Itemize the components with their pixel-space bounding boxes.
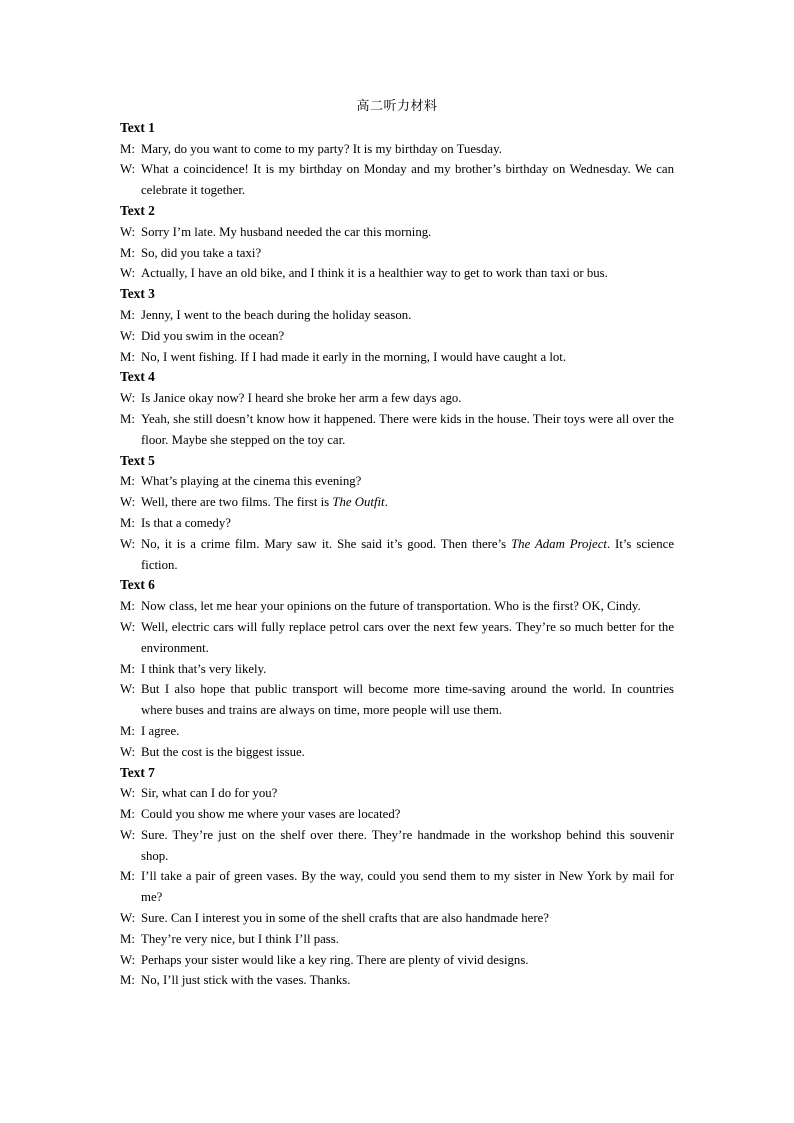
speaker-label: W:: [120, 391, 136, 406]
dialogue-line: [120, 783, 674, 804]
document-content: [120, 97, 674, 991]
speaker-label: W:: [120, 952, 136, 967]
utterance-text: [141, 326, 674, 347]
dialogue-line: [120, 326, 674, 347]
transcript-section: [120, 763, 674, 992]
utterance-text: [141, 804, 674, 825]
speaker-label: W:: [120, 911, 136, 926]
utterance-fragment: No, I’ll just stick with the vases. Thanks.: [141, 973, 351, 988]
utterance-fragment: What’s playing at the cinema this evening?: [141, 474, 362, 489]
utterance-fragment: No, I went fishing. If I had made it early in the morning, I would have caught a lot.: [141, 349, 567, 364]
section-heading: Text 5: [120, 452, 155, 468]
speaker-label: M:: [120, 411, 135, 426]
dialogue-line: [120, 866, 674, 908]
dialogue-line: [120, 742, 674, 763]
utterance-text: [141, 866, 674, 908]
dialogue-line: [120, 492, 674, 513]
utterance-text: [141, 471, 674, 492]
page-title: 高二听力材料: [356, 99, 438, 114]
utterance-text: [141, 263, 674, 284]
speaker-label: M:: [120, 349, 135, 364]
utterance-text: [141, 950, 674, 971]
dialogue-line: [120, 388, 674, 409]
utterance-fragment: What a coincidence! It is my birthday on Monday and my brother’s birthday on Wednesday. We can celebrate it together.: [141, 162, 674, 198]
utterance-text: [141, 409, 674, 451]
dialogue-line: [120, 159, 674, 201]
dialogue-line: [120, 243, 674, 264]
utterance-fragment: Could you show me where your vases are located?: [141, 807, 401, 822]
section-heading: Text 4: [120, 369, 155, 385]
section-heading: Text 2: [120, 202, 155, 218]
transcript-section: [120, 284, 674, 367]
transcript-section: [120, 575, 674, 762]
utterance-text: [141, 388, 674, 409]
utterance-fragment: Now class, let me hear your opinions on the future of transportation. Who is the first? OK, Cindy.: [141, 599, 641, 614]
utterance-text: [141, 742, 674, 763]
speaker-label: M:: [120, 869, 135, 884]
speaker-label: M:: [120, 515, 135, 530]
speaker-label: M:: [120, 723, 135, 738]
speaker-label: W:: [120, 162, 136, 177]
speaker-label: W:: [120, 827, 136, 842]
utterance-text: [141, 513, 674, 534]
utterance-fragment: Well, there are two films. The first is: [141, 495, 333, 510]
utterance-fragment: Perhaps your sister would like a key ring. There are plenty of vivid designs.: [141, 952, 529, 967]
utterance-fragment: . It’s science fiction.: [141, 536, 674, 572]
section-heading: Text 7: [120, 764, 155, 780]
utterance-text: [141, 305, 674, 326]
utterance-fragment: So, did you take a taxi?: [141, 245, 262, 260]
utterance-fragment: Sure. They’re just on the shelf over there. They’re handmade in the workshop behind this souvenir shop.: [141, 827, 674, 863]
utterance-fragment: Well, electric cars will fully replace petrol cars over the next few years. They’re so much better for the environment.: [141, 619, 674, 655]
utterance-fragment: .: [384, 495, 388, 510]
speaker-label: W:: [120, 744, 136, 759]
utterance-text: [141, 617, 674, 659]
transcript-section: [120, 451, 674, 576]
speaker-label: W:: [120, 224, 136, 239]
utterance-fragment: No, it is a crime film. Mary saw it. She said it’s good. Then there’s: [141, 536, 512, 551]
dialogue-line: [120, 970, 674, 991]
speaker-label: W:: [120, 682, 136, 697]
utterance-fragment: I agree.: [141, 723, 180, 738]
dialogue-line: [120, 471, 674, 492]
utterance-text: [141, 659, 674, 680]
utterance-text: [141, 222, 674, 243]
utterance-fragment: Actually, I have an old bike, and I think it is a healthier way to get to work than taxi or bus.: [141, 266, 608, 281]
utterance-text: [141, 970, 674, 991]
utterance-text: [141, 492, 674, 513]
utterance-fragment: They’re very nice, but I think I’ll pass.: [141, 931, 339, 946]
speaker-label: W:: [120, 536, 136, 551]
speaker-label: M:: [120, 307, 135, 322]
utterance-text: [141, 347, 674, 368]
utterance-fragment: Mary, do you want to come to my party? It is my birthday on Tuesday.: [141, 141, 502, 156]
utterance-fragment: But the cost is the biggest issue.: [141, 744, 305, 759]
dialogue-line: [120, 139, 674, 160]
section-heading: Text 6: [120, 577, 155, 593]
utterance-text: [141, 721, 674, 742]
utterance-fragment: I’ll take a pair of green vases. By the way, could you send them to my sister in New York by mail for me?: [141, 869, 674, 905]
speaker-label: M:: [120, 661, 135, 676]
utterance-text: [141, 139, 674, 160]
dialogue-line: [120, 804, 674, 825]
section-heading: Text 3: [120, 286, 155, 302]
transcript-section: [120, 201, 674, 284]
utterance-text: [141, 908, 674, 929]
dialogue-line: [120, 825, 674, 867]
utterance-fragment: I think that’s very likely.: [141, 661, 267, 676]
dialogue-line: [120, 263, 674, 284]
speaker-label: M:: [120, 931, 135, 946]
speaker-label: W:: [120, 786, 136, 801]
dialogue-line: [120, 222, 674, 243]
dialogue-line: [120, 721, 674, 742]
italic-title-text: The Adam Project: [511, 536, 607, 551]
dialogue-line: [120, 659, 674, 680]
dialogue-line: [120, 534, 674, 576]
utterance-fragment: Did you swim in the ocean?: [141, 328, 285, 343]
utterance-fragment: Sorry I’m late. My husband needed the car this morning.: [141, 224, 432, 239]
dialogue-line: [120, 305, 674, 326]
transcript-section: [120, 118, 674, 201]
dialogue-line: [120, 908, 674, 929]
speaker-label: M:: [120, 474, 135, 489]
utterance-text: [141, 929, 674, 950]
dialogue-line: [120, 596, 674, 617]
dialogue-line: [120, 347, 674, 368]
dialogue-line: [120, 929, 674, 950]
utterance-text: [141, 159, 674, 201]
utterance-text: [141, 596, 674, 617]
utterance-fragment: But I also hope that public transport will become more time-saving around the world. In countries where buses and trains are always on time, more people will use them.: [141, 682, 674, 718]
utterance-fragment: Sure. Can I interest you in some of the shell crafts that are also handmade here?: [141, 911, 549, 926]
utterance-text: [141, 243, 674, 264]
speaker-label: W:: [120, 619, 136, 634]
transcript: [120, 118, 674, 991]
speaker-label: M:: [120, 973, 135, 988]
dialogue-line: [120, 950, 674, 971]
transcript-section: [120, 367, 674, 450]
speaker-label: W:: [120, 495, 136, 510]
utterance-fragment: Sir, what can I do for you?: [141, 786, 278, 801]
italic-title-text: The Outfit: [332, 495, 385, 510]
utterance-fragment: Jenny, I went to the beach during the holiday season.: [141, 307, 412, 322]
speaker-label: W:: [120, 328, 136, 343]
utterance-text: [141, 825, 674, 867]
speaker-label: W:: [120, 266, 136, 281]
utterance-fragment: Is that a comedy?: [141, 515, 231, 530]
utterance-fragment: Is Janice okay now? I heard she broke her arm a few days ago.: [141, 391, 462, 406]
speaker-label: M:: [120, 599, 135, 614]
dialogue-line: [120, 617, 674, 659]
utterance-text: [141, 783, 674, 804]
utterance-text: [141, 679, 674, 721]
utterance-fragment: Yeah, she still doesn’t know how it happened. There were kids in the house. Their toys were all over the floor. Maybe she stepped on the toy car.: [141, 411, 674, 447]
speaker-label: M:: [120, 141, 135, 156]
speaker-label: M:: [120, 807, 135, 822]
dialogue-line: [120, 679, 674, 721]
utterance-text: [141, 534, 674, 576]
dialogue-line: [120, 409, 674, 451]
section-heading: Text 1: [120, 119, 155, 135]
speaker-label: M:: [120, 245, 135, 260]
dialogue-line: [120, 513, 674, 534]
